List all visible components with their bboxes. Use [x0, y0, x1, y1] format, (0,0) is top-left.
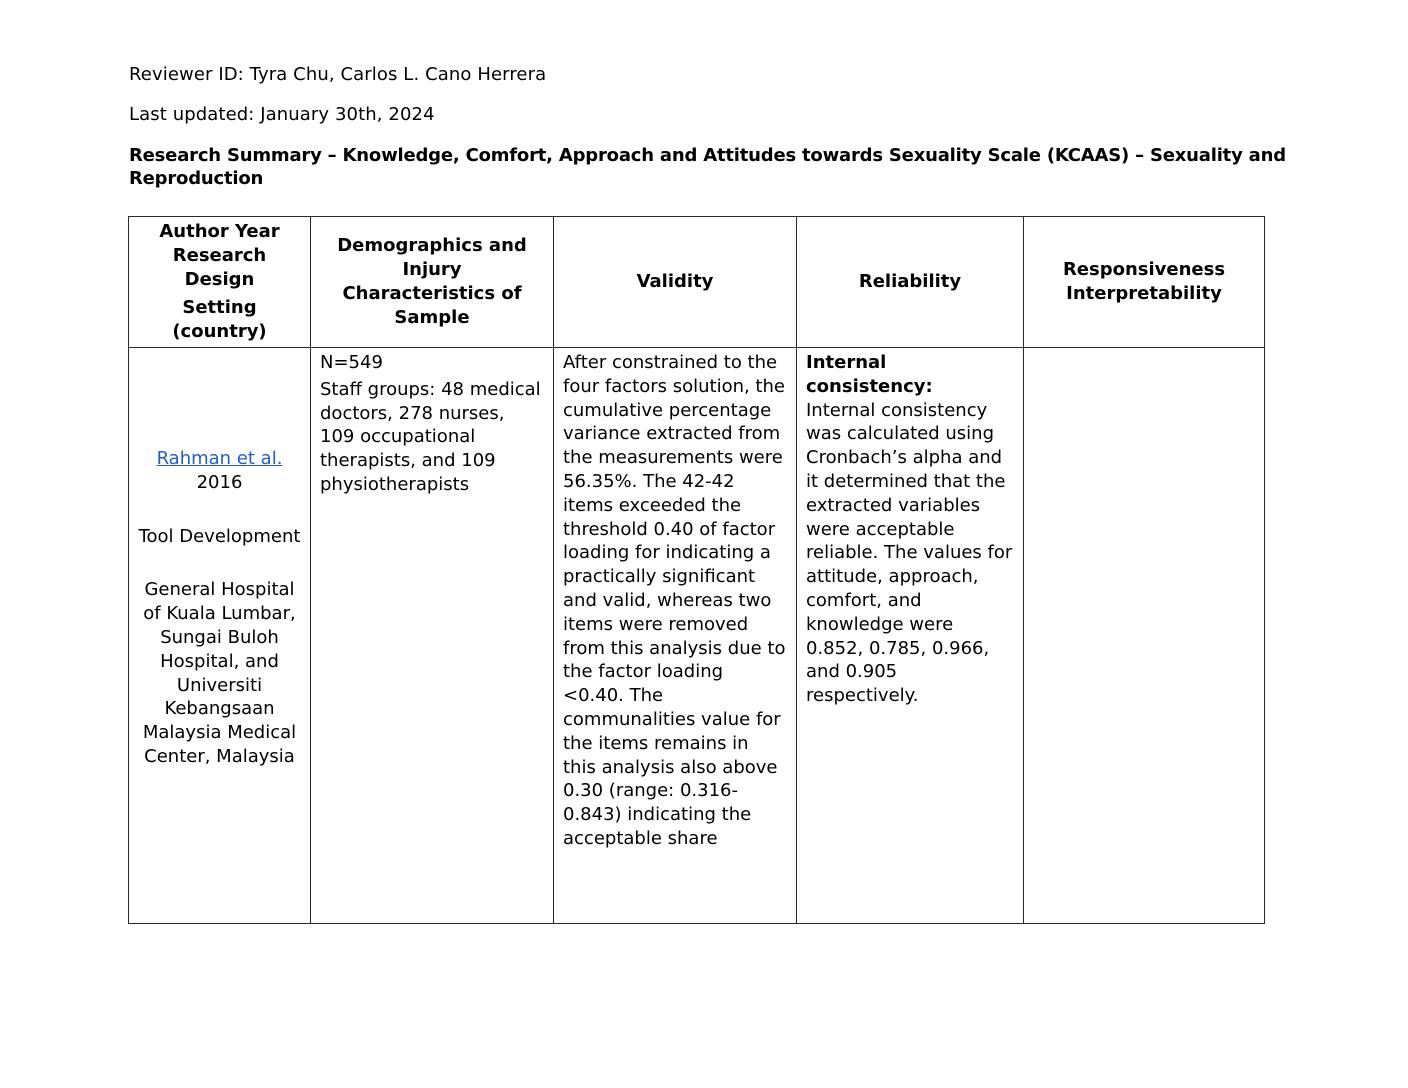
column-header-author	[129, 217, 311, 348]
reliability-text: Internal consistency was calculated using Cronbach’s alpha and it determined that the extracted variables were acceptable reliable. The values for attitude, approach, comfort, and knowledge were 0.852, 0.785, 0.966, and 0.905 respectively.	[806, 399, 1013, 707]
research-summary-table	[128, 216, 1265, 924]
column-header-responsiveness	[1024, 217, 1265, 348]
validity-cell	[554, 348, 797, 924]
column-header-demographics-line: Sample	[394, 307, 470, 328]
validity-text: After constrained to the four factors solution, the cumulative percentage variance extracted from the measurements were 56.35%. The 42-42 items exceeded the threshold 0.40 of factor loading for indicating a practically significant and valid, whereas two items were removed from this analysis due to the factor loading <0.40. The communalities value for the items remains in this analysis also above 0.30 (range: 0.316-0.843) indicating the acceptable share	[563, 352, 786, 849]
study-year: 2016	[196, 471, 243, 493]
column-header-validity: Validity	[554, 217, 797, 348]
column-header-demographics-line: Demographics and	[337, 235, 527, 256]
column-header-author-line: Setting	[182, 297, 257, 318]
column-header-reliability: Reliability	[797, 217, 1024, 348]
column-header-responsiveness-line: Interpretability	[1066, 283, 1222, 304]
responsiveness-cell	[1024, 348, 1265, 924]
reliability-cell	[797, 348, 1024, 924]
document-title: Research Summary – Knowledge, Comfort, Approach and Attitudes towards Sexuality Scale (KCAAS) – Sexuality and Reproduction	[129, 145, 1286, 189]
table-row	[129, 348, 1265, 924]
column-header-author-line: (country)	[172, 321, 267, 342]
column-header-demographics-line: Injury	[402, 259, 462, 280]
demographics-cell	[311, 348, 554, 924]
table-header-row	[129, 217, 1265, 348]
reviewer-id: Reviewer ID: Tyra Chu, Carlos L. Cano Herrera	[129, 64, 547, 85]
author-cell	[129, 348, 311, 924]
column-header-author-line: Design	[184, 269, 255, 290]
study-setting: General Hospital of Kuala Lumbar, Sungai Buloh Hospital, and Universiti Kebangsaan Malaysia Medical Center, Malaysia	[142, 579, 297, 767]
research-design: Tool Development	[138, 525, 301, 547]
column-header-author-line: Research	[172, 245, 267, 266]
column-header-demographics	[311, 217, 554, 348]
sample-groups: Staff groups: 48 medical doctors, 278 nurses, 109 occupational therapists, and 109 physiotherapists	[320, 378, 541, 495]
author-link[interactable]: Rahman et al.	[156, 448, 283, 469]
sample-size: N=549	[320, 352, 383, 373]
column-header-demographics-line: Characteristics of	[342, 283, 522, 304]
column-header-author-line: Author Year	[159, 221, 280, 242]
column-header-responsiveness-line: Responsiveness	[1062, 259, 1226, 280]
reliability-heading: Internal consistency:	[806, 352, 933, 397]
responsiveness-text	[1024, 348, 1264, 351]
last-updated: Last updated: January 30th, 2024	[129, 104, 435, 125]
